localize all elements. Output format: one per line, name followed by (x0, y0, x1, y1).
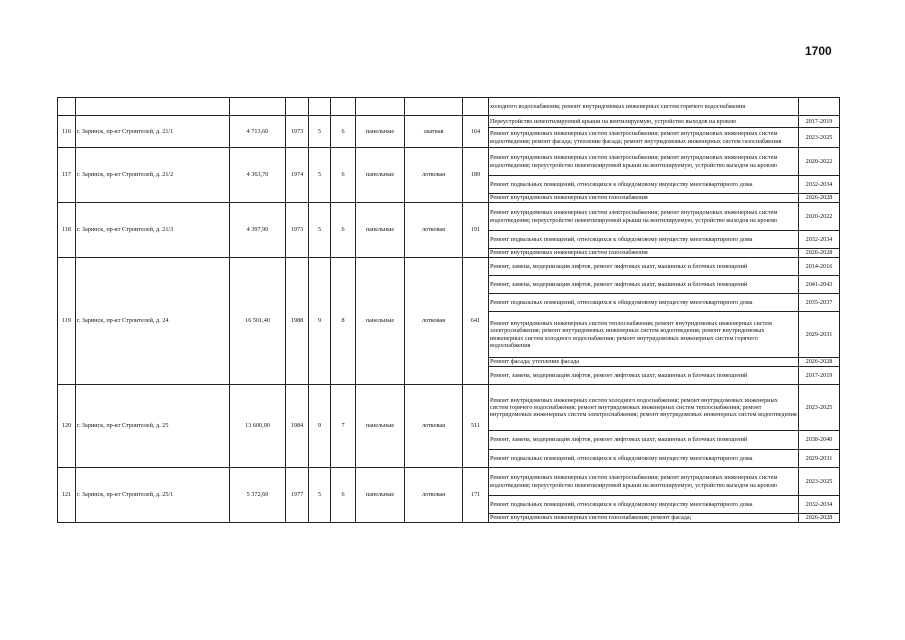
roof-type-cell: лотковая (405, 203, 463, 258)
work-period: 2032-2034 (799, 496, 840, 514)
year-cell: 1984 (286, 385, 309, 468)
work-description: Ремонт внутридомовых инженерных систем электроснабжения; ремонт внутридомовых инженерных систем водоотведения; переустройство невентилируемой крыши на вентилируемую, устройство выходов на кровлю (489, 203, 799, 231)
entrances-cell: 6 (331, 148, 356, 203)
entrances-cell: 7 (331, 385, 356, 468)
address-cell: г. Заринск, пр-кт Строителей, д. 21/2 (76, 148, 230, 203)
entrances-cell: 6 (331, 116, 356, 148)
address-cell: г. Заринск, пр-кт Строителей, д. 21/1 (76, 116, 230, 148)
year-cell: 1973 (286, 203, 309, 258)
cell-empty (58, 98, 76, 116)
area-cell: 13 600,00 (230, 385, 286, 468)
year-cell: 1973 (286, 116, 309, 148)
area-cell: 4 397,90 (230, 203, 286, 258)
table-row (58, 468, 840, 496)
work-description: Ремонт внутридомовых инженерных систем газоснабжения (489, 249, 799, 258)
year-cell: 1977 (286, 468, 309, 523)
walls-material-cell: панельные (356, 468, 405, 523)
work-period: 2032-2034 (799, 231, 840, 249)
work-period: 2029-2031 (799, 450, 840, 468)
work-period: 2020-2022 (799, 148, 840, 176)
year-cell: 1988 (286, 258, 309, 385)
work-period: 2035-2037 (799, 294, 840, 312)
roof-type-cell: лотковая (405, 258, 463, 385)
address-cell: г. Заринск, пр-кт Строителей, д. 25 (76, 385, 230, 468)
work-period: 2023-2025 (799, 468, 840, 496)
apartments-cell: 164 (463, 116, 489, 148)
work-period: 2026-2028 (799, 249, 840, 258)
work-description: Переустройство невентилируемой крыши на вентилируемую, устройство выходов на кровлю (489, 116, 799, 128)
work-period: 2029-2031 (799, 312, 840, 358)
cell-empty (799, 98, 840, 116)
table-row-continuation (58, 98, 840, 116)
work-period: 2017-2019 (799, 367, 840, 385)
floors-cell: 9 (309, 258, 331, 385)
walls-material-cell: панельные (356, 116, 405, 148)
cell-empty (463, 98, 489, 116)
table-row (58, 148, 840, 176)
table-body (58, 98, 840, 523)
area-cell: 16 501,40 (230, 258, 286, 385)
work-period: 2023-2025 (799, 385, 840, 431)
repair-program-table (57, 97, 840, 523)
walls-material-cell: панельные (356, 203, 405, 258)
apartments-cell: 189 (463, 148, 489, 203)
work-period: 2026-2028 (799, 358, 840, 367)
work-description: Ремонт внутридомовых инженерных систем теплоснабжения; ремонт внутридомовых инженерных систем электроснабжения; ремонт внутридомовых инженерных систем водоотведения; ремонт внутридомовых инженерных систем холодного водоснабжения; ремонт внутридомовых инженерных систем горячего водоснабжения (489, 312, 799, 358)
roof-type-cell: скатная (405, 116, 463, 148)
work-description: Ремонт внутридомовых инженерных систем электроснабжения; ремонт внутридомовых инженерных систем водоотведения; переустройство невентилируемой крыши на вентилируемую, устройство выходов на кровлю (489, 468, 799, 496)
work-period: 2041-2043 (799, 276, 840, 294)
roof-type-cell: лотковая (405, 385, 463, 468)
work-description: Ремонт подвальных помещений, относящихся к общедомовому имуществу многоквартирного дома (489, 450, 799, 468)
entrances-cell: 6 (331, 468, 356, 523)
floors-cell: 5 (309, 116, 331, 148)
work-description: Ремонт внутридомовых инженерных систем холодного водоснабжения; ремонт внутридомовых инженерных систем горячего водоснабжения; ремонт внутридомовых инженерных систем теплоснабжения; ремонт внутридомовых инженерных систем электроснабжения; ремонт внутридомовых инженерных систем водоотведения (489, 385, 799, 431)
walls-material-cell: панельные (356, 385, 405, 468)
work-period: 2038-2040 (799, 431, 840, 450)
work-period: 2026-2028 (799, 514, 840, 523)
apartments-cell: 191 (463, 203, 489, 258)
table-row (58, 385, 840, 431)
row-number: 119 (58, 258, 76, 385)
work-period: 2020-2022 (799, 203, 840, 231)
row-number: 117 (58, 148, 76, 203)
address-cell: г. Заринск, пр-кт Строителей, д. 25/1 (76, 468, 230, 523)
work-description: Ремонт, замена, модернизация лифтов, ремонт лифтовых шахт, машинных и блочных помещений (489, 258, 799, 276)
row-number: 116 (58, 116, 76, 148)
roof-type-cell: лотковая (405, 148, 463, 203)
work-period: 2017-2019 (799, 116, 840, 128)
floors-cell: 9 (309, 385, 331, 468)
address-cell: г. Заринск, пр-кт Строителей, д. 24 (76, 258, 230, 385)
work-description: Ремонт, замена, модернизация лифтов, ремонт лифтовых шахт, машинных и блочных помещений (489, 367, 799, 385)
work-description: Ремонт внутридомовых инженерных систем электроснабжения; ремонт внутридомовых инженерных систем водоотведения; ремонт фасада; утепление фасада; ремонт внутридомовых инженерных систем газоснабжения (489, 128, 799, 148)
work-period: 2023-2025 (799, 128, 840, 148)
year-cell: 1974 (286, 148, 309, 203)
row-number: 121 (58, 468, 76, 523)
work-period: 2026-2028 (799, 194, 840, 203)
work-period: 2032-2034 (799, 176, 840, 194)
apartments-cell: 641 (463, 258, 489, 385)
walls-material-cell: панельные (356, 148, 405, 203)
row-number: 118 (58, 203, 76, 258)
area-cell: 4 713,60 (230, 116, 286, 148)
table-row (58, 258, 840, 276)
walls-material-cell: панельные (356, 258, 405, 385)
cell-empty (76, 98, 230, 116)
entrances-cell: 6 (331, 203, 356, 258)
apartments-cell: 171 (463, 468, 489, 523)
table-row (58, 203, 840, 231)
work-description: Ремонт внутридомовых инженерных систем газоснабжения (489, 194, 799, 203)
work-description: Ремонт фасада; утепление фасада (489, 358, 799, 367)
cell-empty (331, 98, 356, 116)
work-description: Ремонт внутридомовых инженерных систем газоснабжения; ремонт фасада; (489, 514, 799, 523)
area-cell: 4 363,70 (230, 148, 286, 203)
work-description: Ремонт подвальных помещений, относящихся к общедомовому имуществу многоквартирного дома (489, 231, 799, 249)
work-description: Ремонт, замена, модернизация лифтов, ремонт лифтовых шахт, машинных и блочных помещений (489, 276, 799, 294)
work-period: 2014-2016 (799, 258, 840, 276)
row-number: 120 (58, 385, 76, 468)
floors-cell: 5 (309, 468, 331, 523)
cell-empty (309, 98, 331, 116)
entrances-cell: 8 (331, 258, 356, 385)
cell-empty (405, 98, 463, 116)
work-description: Ремонт подвальных помещений, относящихся к общедомовому имуществу многоквартирного дома (489, 496, 799, 514)
work-description: Ремонт внутридомовых инженерных систем электроснабжения; ремонт внутридомовых инженерных систем водоотведения; переустройство невентилируемой крыши на вентилируемую, устройство выходов на кровлю (489, 148, 799, 176)
cell-empty (230, 98, 286, 116)
table-row (58, 116, 840, 128)
area-cell: 5 372,60 (230, 468, 286, 523)
work-description: Ремонт подвальных помещений, относящихся к общедомовому имуществу многоквартирного дома (489, 294, 799, 312)
address-cell: г. Заринск, пр-кт Строителей, д. 21/3 (76, 203, 230, 258)
work-description: Ремонт, замена, модернизация лифтов, ремонт лифтовых шахт, машинных и блочных помещений (489, 431, 799, 450)
work-description: холодного водоснабжения; ремонт внутридомовых инженерных систем горячего водоснабжения (489, 98, 799, 116)
apartments-cell: 511 (463, 385, 489, 468)
floors-cell: 5 (309, 148, 331, 203)
work-description: Ремонт подвальных помещений, относящихся к общедомовому имуществу многоквартирного дома (489, 176, 799, 194)
cell-empty (356, 98, 405, 116)
page-number: 1700 (805, 44, 832, 58)
floors-cell: 5 (309, 203, 331, 258)
cell-empty (286, 98, 309, 116)
roof-type-cell: лотковая (405, 468, 463, 523)
